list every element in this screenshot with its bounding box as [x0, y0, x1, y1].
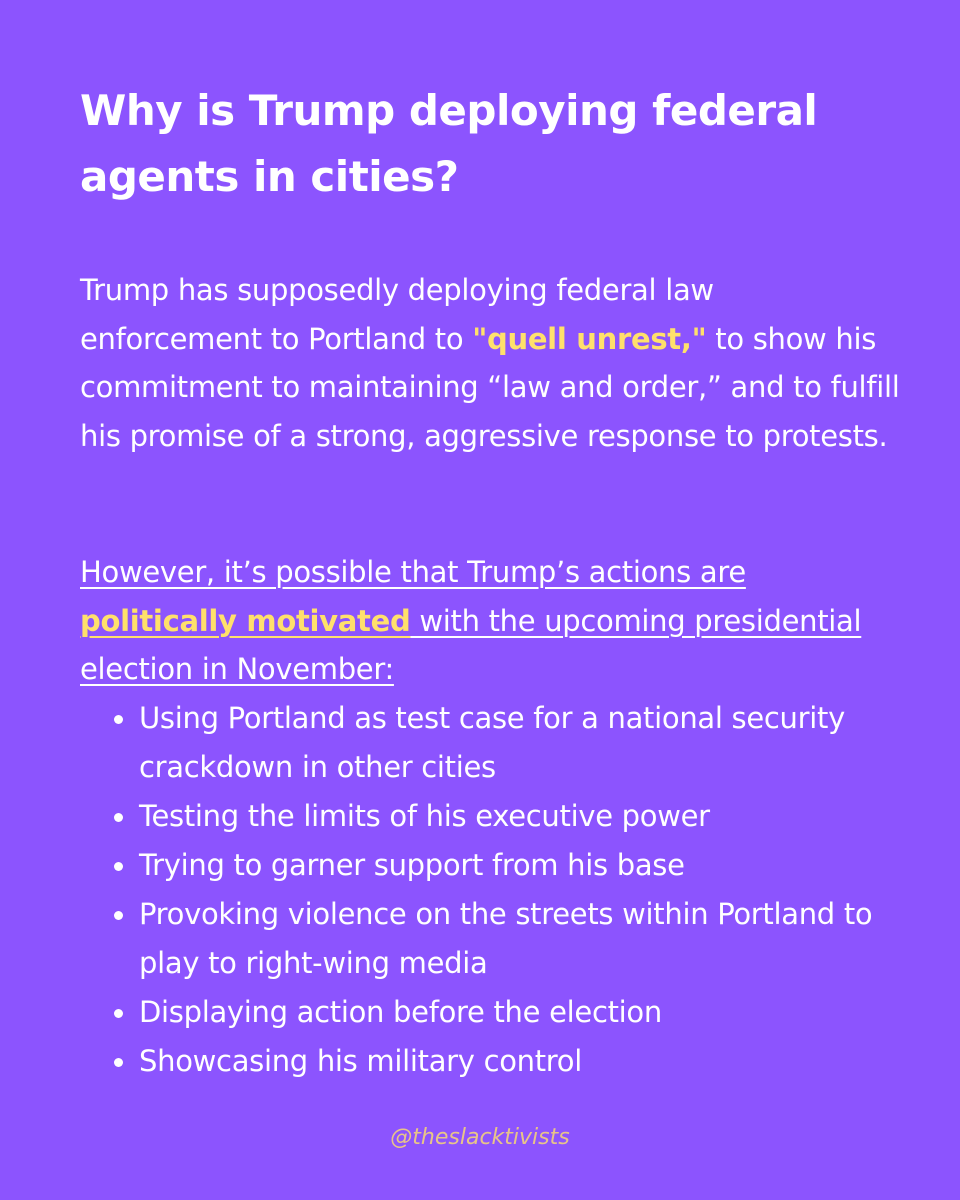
politically-motivated-highlight: politically motivated	[80, 603, 411, 638]
list-item	[112, 841, 902, 890]
quell-unrest-highlight: "quell unrest,"	[472, 321, 707, 356]
page-title: Why is Trump deploying federal agents in cities?	[80, 86, 818, 201]
list-item-text: Trying to garner support from his base	[139, 848, 685, 882]
list-item-text: Testing the limits of his executive power	[139, 799, 710, 833]
list-item-text: Using Portland as test case for a national security crackdown in other cities	[139, 701, 845, 784]
bullet-icon	[114, 813, 123, 822]
list-item-text: Showcasing his military control	[139, 1044, 582, 1078]
however-text-end: with the upcoming presidential election in November:	[80, 603, 862, 686]
list-item	[112, 1037, 902, 1086]
reasons-list	[112, 694, 902, 1086]
social-handle: @theslacktivists	[390, 1125, 570, 1150]
list-item-text: Provoking violence on the streets within Portland to play to right-wing media	[139, 897, 873, 980]
intro-text-start: Trump has supposedly deploying federal law enforcement to Portland to	[80, 273, 714, 356]
list-item	[112, 694, 902, 792]
bullet-icon	[114, 911, 123, 920]
however-paragraph	[80, 548, 870, 694]
intro-text-end: to show his commitment to maintaining “law and order,” and to fulfill his promise of a strong, aggressive response to protests.	[80, 321, 900, 453]
bullet-icon	[114, 862, 123, 871]
list-item	[112, 988, 902, 1037]
bullet-icon	[114, 1009, 123, 1018]
list-item	[112, 792, 902, 841]
list-item	[112, 890, 902, 988]
list-item-text: Displaying action before the election	[139, 995, 662, 1029]
however-text-start: However, it’s possible that Trump’s actions are	[80, 555, 746, 589]
bullet-icon	[114, 1058, 123, 1067]
bullet-icon	[114, 715, 123, 724]
intro-paragraph	[80, 266, 900, 460]
